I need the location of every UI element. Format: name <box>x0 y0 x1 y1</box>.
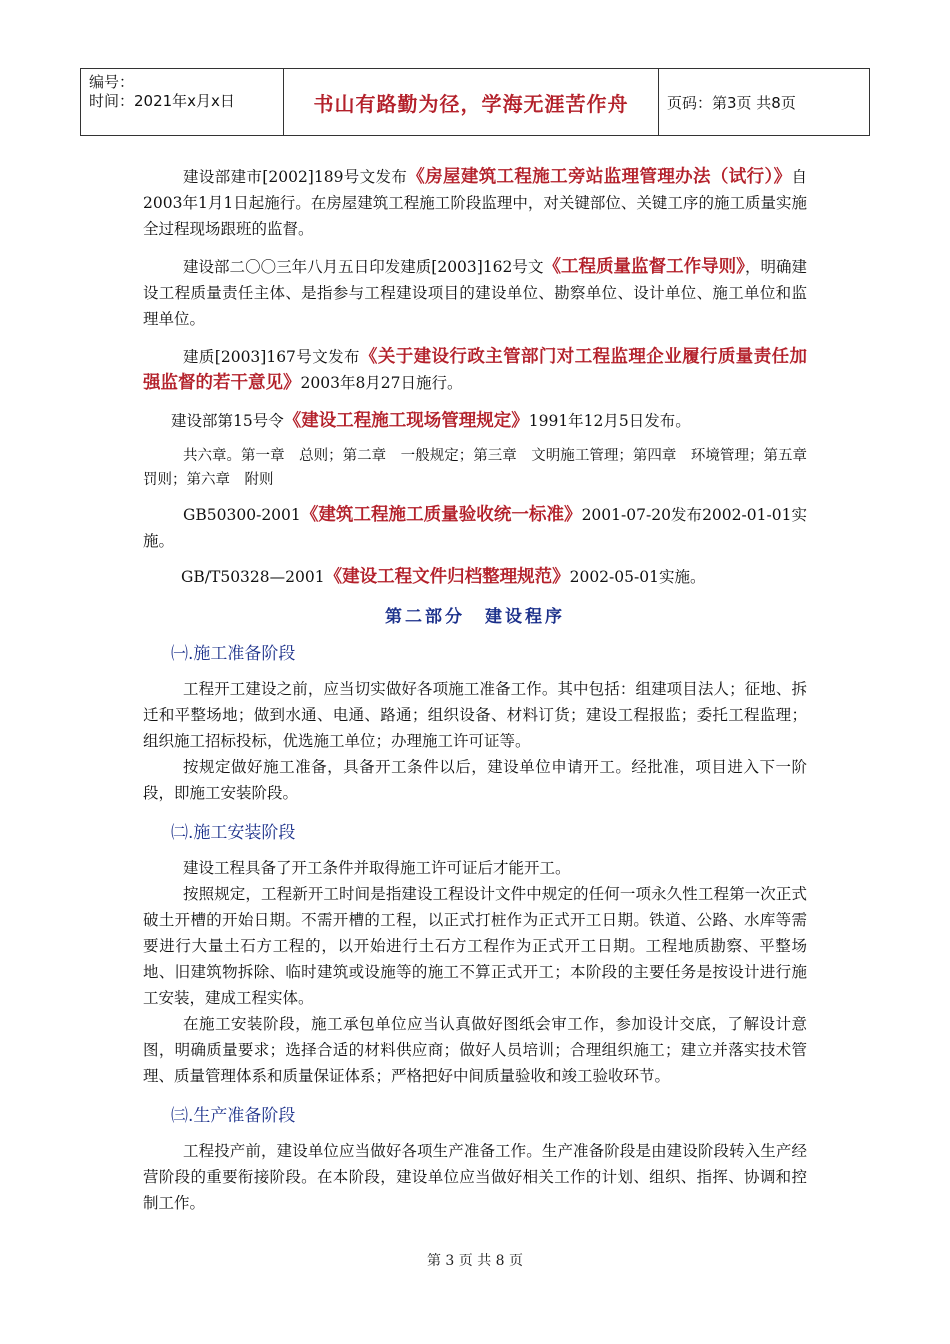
paragraph-regulation-6 <box>143 502 807 554</box>
section-1-paragraph-2: 按规定做好施工准备，具备开工条件以后，建设单位申请开工。经批准，项目进入下一阶段，即施工安装阶段。 <box>143 758 807 802</box>
regulation-6-lead: GB50300-2001 <box>183 506 301 524</box>
regulation-3-title: 《关于建设行政主管部门对工程监理企业履行质量责任加强监督的若干意见》 <box>143 347 807 393</box>
paragraph-regulation-4 <box>143 408 807 434</box>
page-footer: 第 3 页 共 8 页 <box>426 1253 524 1269</box>
section-1-title: ㈠.施工准备阶段 <box>171 644 296 664</box>
regulation-1-text: 自2003年1月1日起施行。在房屋建筑工程施工阶段监理中，对关键部位、关键工序的施工质量实施全过程现场跟班的监督。 <box>143 168 807 238</box>
regulation-4-title: 《建设工程施工现场管理规定》 <box>283 411 529 431</box>
section-2-title: ㈡.施工安装阶段 <box>171 823 296 843</box>
paragraph-regulation-3 <box>143 344 807 396</box>
regulation-7-text: 2002-05-01实施。 <box>569 568 706 586</box>
regulation-2-lead: 建设部二〇〇三年八月五日印发建质[2003]162号文 <box>183 258 544 276</box>
header-motto: 书山有路勤为径，学海无涯苦作舟 <box>284 69 659 135</box>
header-meta <box>81 69 284 135</box>
regulation-7-lead: GB/T50328—2001 <box>181 568 325 586</box>
regulation-3-lead: 建质[2003]167号文发布 <box>183 348 360 366</box>
part-title: 第二部分 建设程序 <box>385 607 565 627</box>
regulation-4-lead: 建设部第15号令 <box>171 412 284 430</box>
paragraph-regulation-1 <box>143 164 807 242</box>
regulation-2-title: 《工程质量监督工作导则》 <box>543 257 745 277</box>
section-2-paragraph-1: 建设工程具备了开工条件并取得施工许可证后才能开工。 <box>183 859 571 877</box>
number-label: 编号： <box>89 73 135 91</box>
section-3-title: ㈢.生产准备阶段 <box>171 1106 296 1126</box>
regulation-6-title: 《建筑工程施工质量验收统一标准》 <box>300 505 582 525</box>
regulation-1-title: 《房屋建筑工程施工旁站监理管理办法（试行）》 <box>407 167 792 187</box>
section-3-paragraph-1: 工程投产前，建设单位应当做好各项生产准备工作。生产准备阶段是由建设阶段转入生产经营阶段的重要衔接阶段。在本阶段，建设单位应当做好相关工作的计划、组织、指挥、协调和控制工作。 <box>143 1142 807 1212</box>
document-body <box>143 164 822 1216</box>
paragraph-regulation-2 <box>143 254 807 332</box>
paragraph-chapters: 共六章。第一章 总则；第二章 一般规定；第三章 文明施工管理；第四章 环境管理；第五章 罚则；第六章 附则 <box>143 448 822 488</box>
section-2-paragraph-3: 在施工安装阶段，施工承包单位应当认真做好图纸会审工作，参加设计交底，了解设计意图，明确质量要求；选择合适的材料供应商；做好人员培训；合理组织施工；建立并落实技术管理、质量管理体系和质量保证体系；严格把好中间质量验收和竣工验收环节。 <box>143 1015 807 1085</box>
regulation-1-lead: 建设部建市[2002]189号文发布 <box>183 168 408 186</box>
regulation-7-title: 《建设工程文件归档整理规范》 <box>324 567 570 587</box>
regulation-6-text: 2001-07-20发布2002-01-01实施。 <box>143 506 807 550</box>
section-2-paragraph-2: 按照规定，工程新开工时间是指建设工程设计文件中规定的任何一项永久性工程第一次正式破土开槽的开始日期。不需开槽的工程，以正式打桩作为正式开工日期。铁道、公路、水库等需要进行大量土石方工程的，以开始进行土石方工程作为正式开工日期。工程地质勘察、平整场地、旧建筑物拆除、临时建筑或设施等的施工不算正式开工；本阶段的主要任务是按设计进行施工安装，建成工程实体。 <box>143 885 807 1007</box>
header-page-label: 页码：第3页 共8页 <box>667 93 796 112</box>
regulation-2-text: ，明确建设工程质量责任主体、是指参与工程建设项目的建设单位、勘察单位、设计单位、施工单位和监理单位。 <box>143 258 807 328</box>
paragraph-regulation-7 <box>143 564 807 590</box>
section-1-paragraph-1: 工程开工建设之前，应当切实做好各项施工准备工作。其中包括：组建项目法人；征地、拆迁和平整场地；做到水通、电通、路通；组织设备、材料订货；建设工程报监；委托工程监理；组织施工招标投标，优选施工单位；办理施工许可证等。 <box>143 680 807 750</box>
regulation-3-text: 2003年8月27日施行。 <box>300 374 463 392</box>
regulation-4-text: 1991年12月5日发布。 <box>528 412 691 430</box>
header-table <box>80 68 870 136</box>
time-label: 时间：2021年x月x日 <box>89 92 235 110</box>
